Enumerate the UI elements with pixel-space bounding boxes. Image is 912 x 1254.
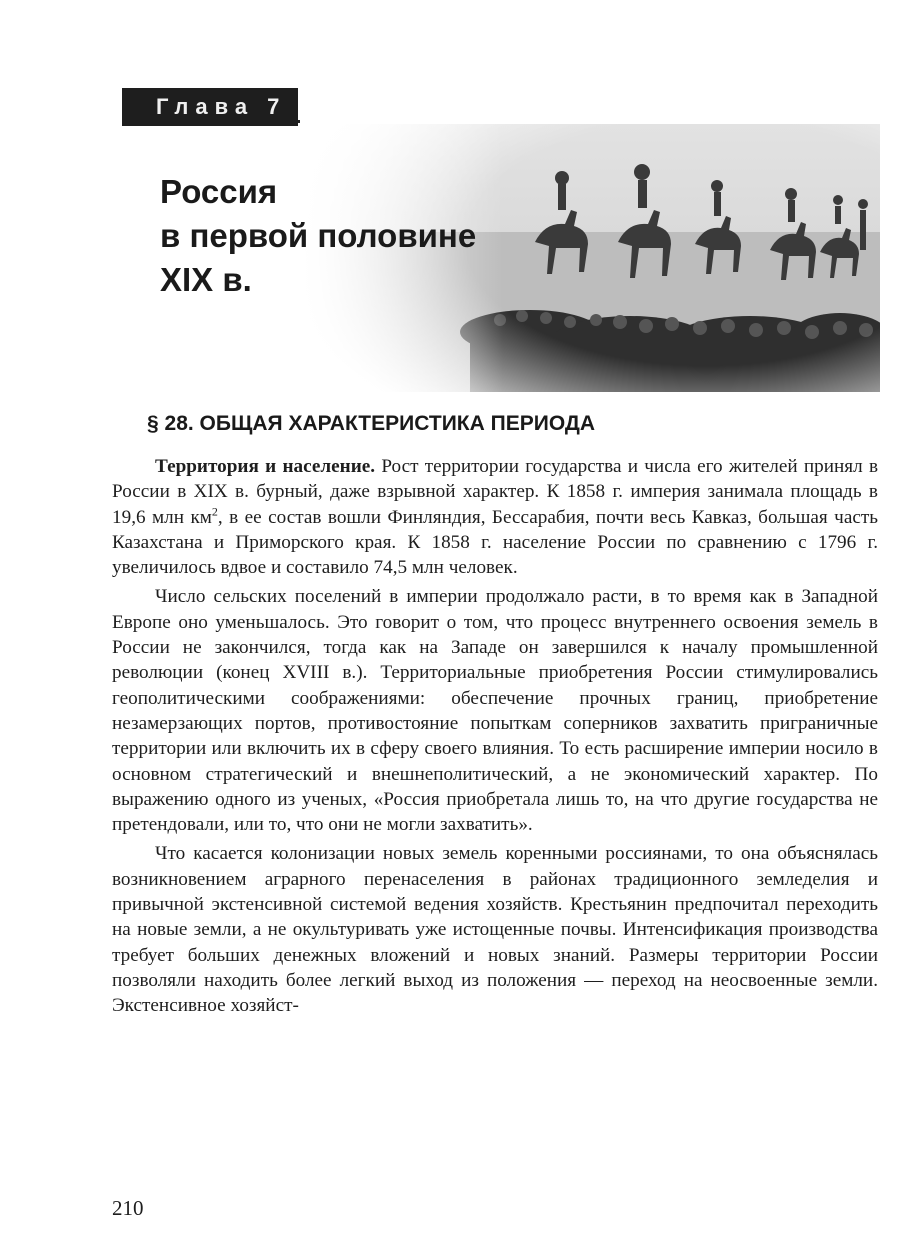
chapter-title-line-3: XIX в. xyxy=(160,261,252,298)
paragraph-2: Число сельских поселений в империи продолжало расти, в то время как в Западной Европе оно уменьшалось. Это говорит о том, что процесс внутреннего освоения земель в России не закончился, тогда как на Западе он завершился к началу промышленной революции (конец XVIII в.). Территориальные приобретения России стимулировались геополитическими соображениями: обеспечение прочных границ, приобретение незамерзающих портов, противостояние попыткам соперников захватить приграничные территории или включить их в сферу своего влияния. То есть расширение империи носило в основном стратегический и внешнеполитический, а не экономический характер. По выражению одного из ученых, «Россия приобретала лишь то, на что другие государства не претендовали, или то, что они не могли захватить». xyxy=(112,586,878,836)
chapter-title-line-2: в первой половине xyxy=(160,217,477,254)
paragraph-1-lead: Территория и население. xyxy=(155,456,376,477)
section-heading: § 28. ОБЩАЯ ХАРАКТЕРИСТИКА ПЕРИОДА xyxy=(147,412,596,435)
paragraph-1-text-a: Рост территории государства и числа его жителей принял в России в XIX в. бурный, даже взрывной характер. К 1858 г. империя занимала площадь в 19,6 млн км xyxy=(112,456,879,528)
superscript-2: 2 xyxy=(211,504,218,519)
page-number: 210 xyxy=(112,1196,144,1220)
paragraph-1-text-b: , в ее состав вошли Финляндия, Бессарабия, почти весь Кавказ, большая часть Казахстана и Приморского края. К 1858 г. население России по сравнению с 1796 г. увеличилось вдвое и составило 74,5 млн человек. xyxy=(112,506,878,579)
chapter-title-line-1: Россия xyxy=(160,173,278,210)
chapter-title xyxy=(160,170,490,302)
chapter-label: Глава 7 xyxy=(156,94,287,119)
paragraph-1 xyxy=(112,454,878,580)
paragraph-3: Что касается колонизации новых земель коренными россиянами, то она объяснялась возникновением аграрного перенаселения в районах традиционного земледелия и привычной экстенсивной системой ведения хозяйств. Крестьянин предпочитал переходить на новые земли, а не окультуривать уже истощенные почвы. Интенсификация производства требует больших денежных вложений и новых знаний. Размеры территории России позволяли находить более легкий выход из положения — переход на неосвоенные земли. Экстенсивное хозяйст- xyxy=(112,843,878,1017)
body-text xyxy=(112,454,878,1023)
